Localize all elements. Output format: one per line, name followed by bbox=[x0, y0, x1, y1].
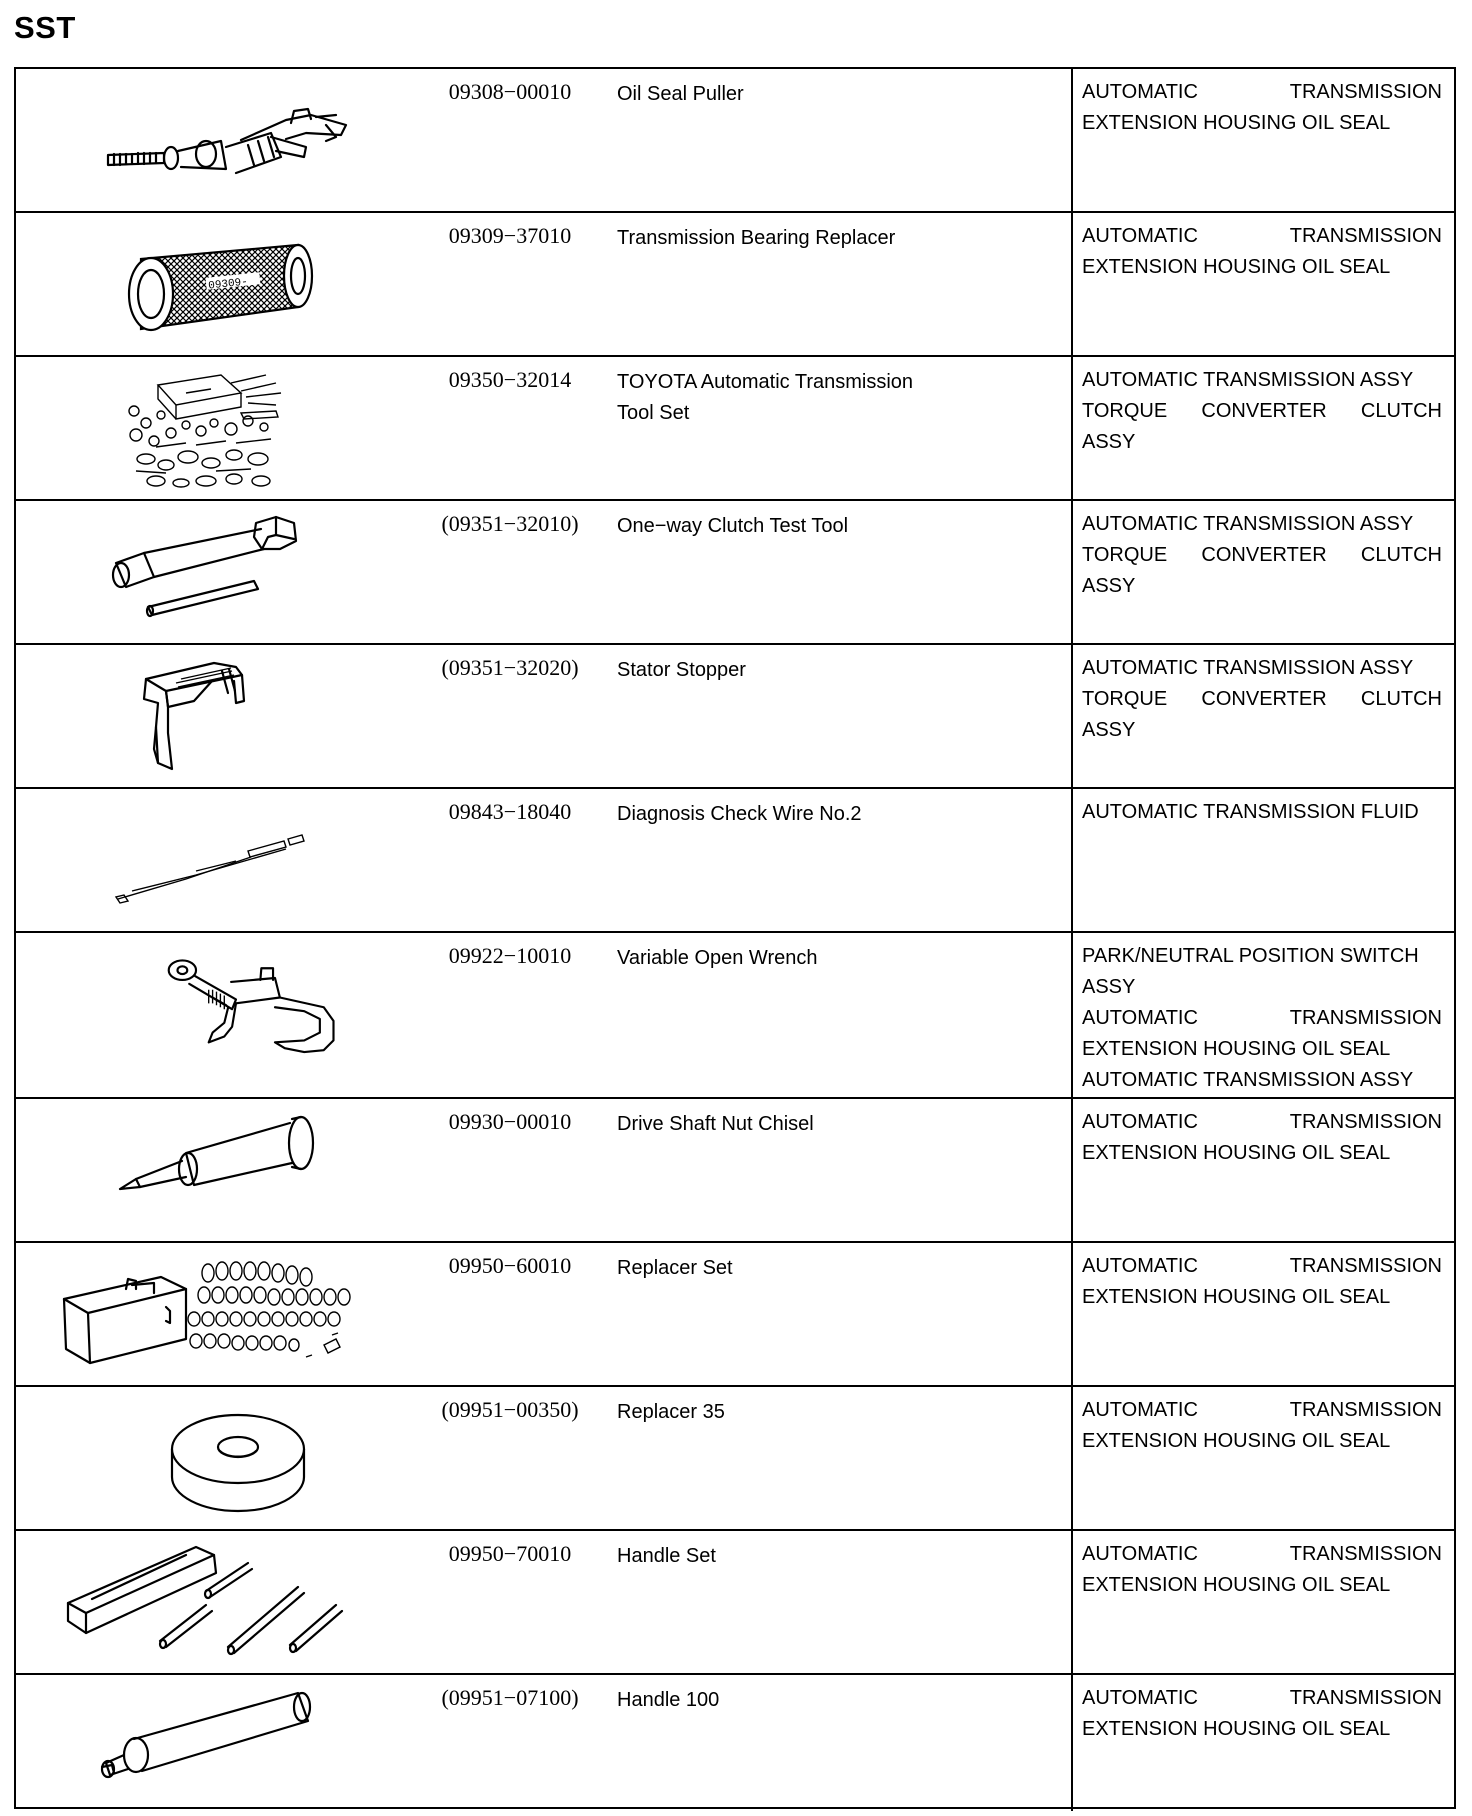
part-number: (09351−32010) bbox=[441, 511, 579, 536]
tool-row bbox=[16, 69, 1454, 213]
svg-text:09309-: 09309- bbox=[207, 276, 249, 293]
usage-line: AUTOMATIC TRANSMISSION bbox=[1082, 1687, 1442, 1709]
tool-name-line: Oil Seal Puller bbox=[617, 83, 744, 105]
usage-line: EXTENSION HOUSING OIL SEAL bbox=[1082, 256, 1391, 278]
usage-line: TORQUE CONVERTER CLUTCH bbox=[1082, 544, 1442, 566]
tool-name bbox=[617, 1397, 1037, 1428]
tool-name-line: TOYOTA Automatic Transmission bbox=[617, 371, 914, 393]
column-divider bbox=[1071, 1675, 1073, 1811]
usage-line: AUTOMATIC TRANSMISSION bbox=[1082, 81, 1442, 103]
stator-stopper-illustration bbox=[36, 651, 436, 781]
usage-list bbox=[1082, 653, 1442, 746]
tool-name-line: Diagnosis Check Wire No.2 bbox=[617, 803, 862, 825]
usage-line: AUTOMATIC TRANSMISSION ASSY bbox=[1082, 369, 1414, 391]
column-divider bbox=[1071, 357, 1073, 499]
tool-name bbox=[617, 79, 1037, 110]
usage-line: ASSY bbox=[1082, 976, 1136, 998]
usage-line: AUTOMATIC TRANSMISSION ASSY bbox=[1082, 1069, 1414, 1091]
tool-row bbox=[16, 933, 1454, 1099]
usage-list bbox=[1082, 365, 1442, 458]
column-divider bbox=[1071, 1243, 1073, 1385]
usage-line: AUTOMATIC TRANSMISSION bbox=[1082, 1111, 1442, 1133]
usage-line: PARK/NEUTRAL POSITION SWITCH bbox=[1082, 945, 1419, 967]
usage-list bbox=[1082, 1539, 1442, 1601]
usage-line: EXTENSION HOUSING OIL SEAL bbox=[1082, 1574, 1391, 1596]
page-title: SST bbox=[14, 10, 76, 45]
replacer-35-illustration bbox=[36, 1393, 436, 1523]
replacer-set-illustration bbox=[36, 1249, 436, 1379]
usage-list bbox=[1082, 509, 1442, 602]
usage-list bbox=[1082, 77, 1442, 139]
tool-row bbox=[16, 1387, 1454, 1531]
usage-list bbox=[1082, 1683, 1442, 1745]
tool-name bbox=[617, 511, 1037, 542]
tool-row bbox=[16, 1531, 1454, 1675]
usage-list bbox=[1082, 797, 1442, 828]
usage-line: ASSY bbox=[1082, 431, 1136, 453]
tool-name bbox=[617, 799, 1037, 830]
usage-line: ASSY bbox=[1082, 719, 1136, 741]
variable-open-wrench-illustration bbox=[36, 939, 436, 1095]
handle-100-illustration bbox=[36, 1681, 436, 1811]
column-divider bbox=[1071, 1099, 1073, 1241]
tool-name bbox=[617, 1541, 1037, 1572]
tool-name-line: Handle Set bbox=[617, 1545, 716, 1567]
tool-name-line: Drive Shaft Nut Chisel bbox=[617, 1113, 814, 1135]
column-divider bbox=[1071, 645, 1073, 787]
tool-row bbox=[16, 357, 1454, 501]
tool-name bbox=[617, 223, 1037, 254]
sst-table bbox=[14, 67, 1456, 1809]
column-divider bbox=[1071, 1531, 1073, 1673]
part-number: (09351−32020) bbox=[441, 655, 579, 680]
tool-name bbox=[617, 1685, 1037, 1716]
usage-line: AUTOMATIC TRANSMISSION FLUID bbox=[1082, 801, 1419, 823]
tool-name-line: Replacer 35 bbox=[617, 1401, 725, 1423]
usage-list bbox=[1082, 1395, 1442, 1457]
usage-line: AUTOMATIC TRANSMISSION bbox=[1082, 1007, 1442, 1029]
part-number: 09950−70010 bbox=[448, 1541, 572, 1566]
tool-name-line: Tool Set bbox=[617, 402, 690, 424]
tool-name-line: Variable Open Wrench bbox=[617, 947, 818, 969]
handle-set-illustration bbox=[36, 1537, 436, 1667]
column-divider bbox=[1071, 1387, 1073, 1529]
tool-row bbox=[16, 213, 1454, 357]
usage-line: EXTENSION HOUSING OIL SEAL bbox=[1082, 1038, 1391, 1060]
drive-shaft-nut-chisel-illustration bbox=[36, 1105, 436, 1235]
usage-line: EXTENSION HOUSING OIL SEAL bbox=[1082, 1430, 1391, 1452]
tool-row bbox=[16, 1675, 1454, 1811]
usage-line: AUTOMATIC TRANSMISSION bbox=[1082, 225, 1442, 247]
automatic-transmission-tool-set-illustration bbox=[36, 363, 436, 493]
part-number: 09922−10010 bbox=[448, 943, 572, 968]
usage-list bbox=[1082, 1251, 1442, 1313]
usage-line: EXTENSION HOUSING OIL SEAL bbox=[1082, 1718, 1391, 1740]
usage-line: AUTOMATIC TRANSMISSION ASSY bbox=[1082, 513, 1414, 535]
tool-name-line: Transmission Bearing Replacer bbox=[617, 227, 896, 249]
column-divider bbox=[1071, 501, 1073, 643]
tool-row bbox=[16, 789, 1454, 933]
oil-seal-puller-illustration bbox=[36, 75, 436, 205]
column-divider bbox=[1071, 789, 1073, 931]
usage-line: AUTOMATIC TRANSMISSION bbox=[1082, 1255, 1442, 1277]
column-divider bbox=[1071, 933, 1073, 1097]
tool-name-line: One−way Clutch Test Tool bbox=[617, 515, 849, 537]
usage-line: AUTOMATIC TRANSMISSION bbox=[1082, 1543, 1442, 1565]
part-number: 09308−00010 bbox=[448, 79, 572, 104]
usage-list bbox=[1082, 941, 1442, 1096]
usage-line: EXTENSION HOUSING OIL SEAL bbox=[1082, 1286, 1391, 1308]
tool-name bbox=[617, 1109, 1037, 1140]
usage-list bbox=[1082, 1107, 1442, 1169]
tool-row bbox=[16, 501, 1454, 645]
tool-row bbox=[16, 1099, 1454, 1243]
tool-name bbox=[617, 943, 1037, 974]
part-number: 09350−32014 bbox=[448, 367, 572, 392]
tool-name-line: Stator Stopper bbox=[617, 659, 746, 681]
tool-row bbox=[16, 645, 1454, 789]
usage-line: TORQUE CONVERTER CLUTCH bbox=[1082, 400, 1442, 422]
usage-line: EXTENSION HOUSING OIL SEAL bbox=[1082, 1142, 1391, 1164]
part-number: (09951−07100) bbox=[441, 1685, 579, 1710]
part-number: (09951−00350) bbox=[441, 1397, 579, 1422]
tool-name bbox=[617, 1253, 1037, 1284]
tool-name-line: Replacer Set bbox=[617, 1257, 733, 1279]
tool-name-line: Handle 100 bbox=[617, 1689, 720, 1711]
usage-list bbox=[1082, 221, 1442, 283]
part-number: 09950−60010 bbox=[448, 1253, 572, 1278]
part-number: 09930−00010 bbox=[448, 1109, 572, 1134]
column-divider bbox=[1071, 69, 1073, 211]
part-number: 09309−37010 bbox=[448, 223, 572, 248]
tool-name bbox=[617, 655, 1037, 686]
part-number: 09843−18040 bbox=[448, 799, 572, 824]
usage-line: ASSY bbox=[1082, 575, 1136, 597]
usage-line: TORQUE CONVERTER CLUTCH bbox=[1082, 688, 1442, 710]
column-divider bbox=[1071, 213, 1073, 355]
diagnosis-check-wire-illustration bbox=[36, 795, 436, 925]
tool-row bbox=[16, 1243, 1454, 1387]
tool-name bbox=[617, 367, 1037, 429]
usage-line: EXTENSION HOUSING OIL SEAL bbox=[1082, 112, 1391, 134]
one-way-clutch-test-tool-illustration bbox=[36, 507, 436, 637]
usage-line: AUTOMATIC TRANSMISSION bbox=[1082, 1399, 1442, 1421]
usage-line: AUTOMATIC TRANSMISSION ASSY bbox=[1082, 657, 1414, 679]
transmission-bearing-replacer-illustration bbox=[36, 219, 436, 349]
